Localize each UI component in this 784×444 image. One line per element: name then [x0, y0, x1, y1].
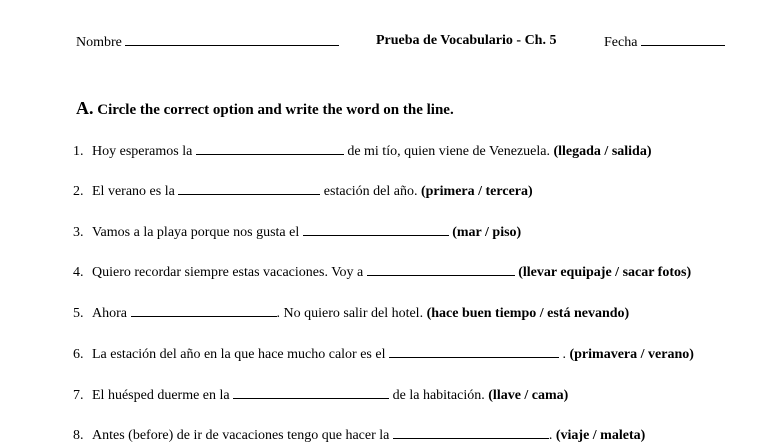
question-text-before: El huésped duerme en la: [92, 388, 230, 403]
question-text-after: estación del año.: [320, 184, 421, 199]
answer-blank[interactable]: [178, 182, 320, 195]
question-options: (primavera / verano): [569, 347, 694, 362]
date-blank[interactable]: [641, 33, 725, 46]
question-item: [73, 263, 691, 281]
date-label: Fecha: [604, 35, 638, 50]
question-number: 1.: [73, 144, 84, 159]
answer-blank[interactable]: [367, 263, 515, 276]
question-number: 6.: [73, 347, 84, 362]
question-options: (viaje / maleta): [555, 428, 646, 443]
question-text-before: La estación del año en la que hace mucho calor es el: [92, 347, 386, 362]
question-text-after: de mi tío, quien viene de Venezuela.: [343, 144, 554, 159]
question-text-after: .: [548, 428, 556, 443]
question-number: 3.: [73, 225, 84, 240]
question-item: [73, 426, 645, 444]
question-number: 4.: [73, 265, 84, 280]
question-options: (primera / tercera): [420, 184, 533, 199]
question-text-before: El verano es la: [92, 184, 175, 199]
question-number: 7.: [73, 388, 84, 403]
date-field: [604, 33, 725, 51]
question-options: (llevar equipaje / sacar fotos): [518, 265, 692, 280]
question-options: (hace buen tiempo / está nevando): [426, 306, 630, 321]
question-options: (llegada / salida): [553, 144, 652, 159]
answer-blank[interactable]: [393, 426, 549, 439]
answer-blank[interactable]: [131, 304, 277, 317]
answer-blank[interactable]: [196, 142, 344, 155]
question-item: [73, 304, 629, 322]
question-item: [73, 182, 533, 200]
page-header: [0, 33, 784, 53]
question-item: [73, 345, 694, 363]
answer-blank[interactable]: [389, 345, 559, 358]
section-heading: [76, 98, 454, 119]
question-item: [73, 223, 521, 241]
name-label: Nombre: [76, 35, 122, 50]
name-blank[interactable]: [125, 33, 339, 46]
question-text-before: Antes (before) de ir de vacaciones tengo que hacer la: [92, 428, 390, 443]
question-text-after: .: [558, 347, 570, 362]
question-text-after: . No quiero salir del hotel.: [276, 306, 427, 321]
question-text-after: de la habitación.: [389, 388, 489, 403]
question-item: [73, 386, 568, 404]
question-text-before: Ahora: [92, 306, 127, 321]
section-letter: A.: [76, 98, 94, 118]
section-instruction: Circle the correct option and write the word on the line.: [97, 102, 454, 118]
question-number: 8.: [73, 428, 84, 443]
answer-blank[interactable]: [233, 386, 389, 399]
question-text-before: Hoy esperamos la: [92, 144, 193, 159]
answer-blank[interactable]: [303, 223, 449, 236]
name-field: [76, 33, 339, 51]
question-text-before: Vamos a la playa porque nos gusta el: [92, 225, 300, 240]
question-number: 2.: [73, 184, 84, 199]
question-options: (llave / cama): [488, 388, 569, 403]
question-number: 5.: [73, 306, 84, 321]
page-title: Prueba de Vocabulario - Ch. 5: [376, 33, 557, 48]
question-options: (mar / piso): [452, 225, 522, 240]
question-text-before: Quiero recordar siempre estas vacaciones. Voy a: [92, 265, 364, 280]
question-item: [73, 142, 652, 160]
